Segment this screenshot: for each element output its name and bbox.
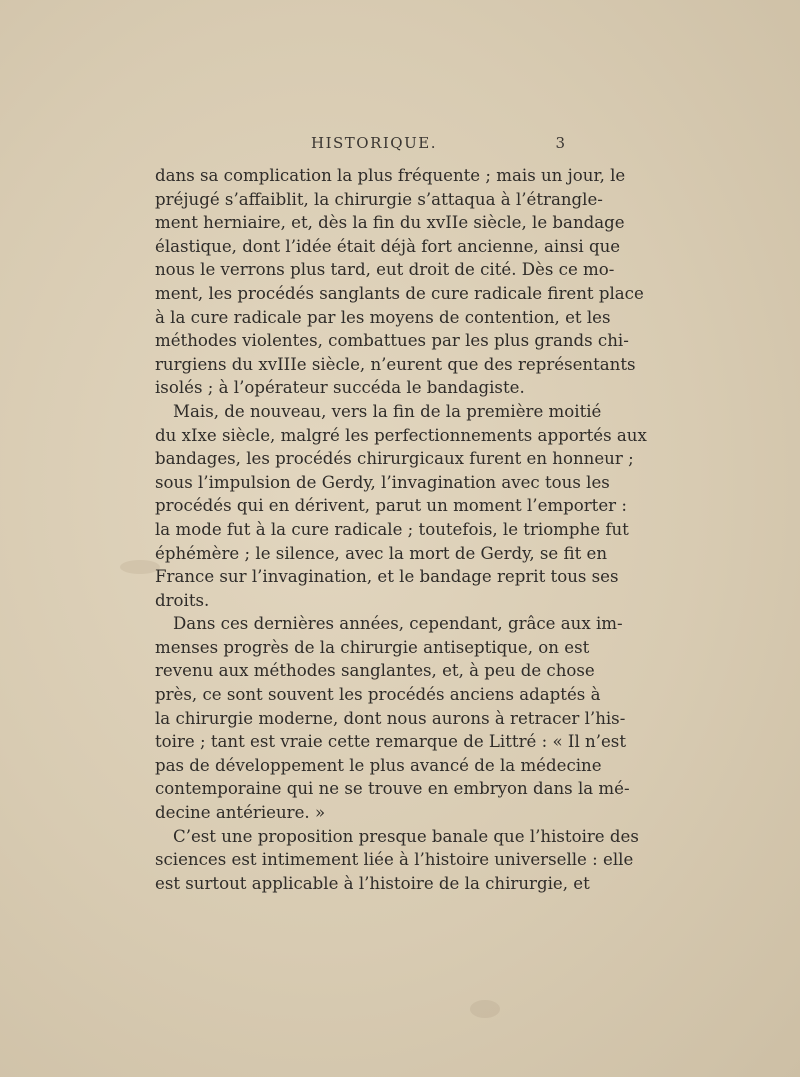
text-line: Mais, de nouveau, vers la fin de la première moitié	[173, 401, 602, 421]
text-line: revenu aux méthodes sanglantes, et, à peu de chose	[155, 661, 595, 681]
text-line: isolés ; à l’opérateur succéda le bandagiste.	[155, 378, 525, 398]
text-line: nous le verrons plus tard, eut droit de cité. Dès ce mo-	[155, 260, 615, 280]
text-line: toire ; tant est vraie cette remarque de Littré : « Il n’est	[155, 732, 626, 752]
text-line: la chirurgie moderne, dont nous aurons à retracer l’his-	[155, 708, 626, 728]
page-number: 3	[555, 134, 565, 152]
running-title: HISTORIQUE.	[311, 134, 437, 152]
text-line: la mode fut à la cure radicale ; toutefois, le triomphe fut	[155, 519, 629, 539]
paper-stain	[120, 560, 160, 574]
text-line: sciences est intimement liée à l’histoire universelle : elle	[155, 850, 634, 870]
text-line: pas de développement le plus avancé de la médecine	[155, 755, 602, 775]
text-line: est surtout applicable à l’histoire de la chirurgie, et	[155, 873, 590, 893]
text-line: sous l’impulsion de Gerdy, l’invagination avec tous les	[155, 472, 610, 492]
body-text	[155, 164, 647, 895]
text-line: contemporaine qui ne se trouve en embryon dans la mé-	[155, 779, 630, 799]
text-line: du xIxe siècle, malgré les perfectionnements apportés aux	[155, 425, 647, 445]
page-header	[155, 134, 565, 158]
text-line: decine antérieure. »	[155, 803, 326, 823]
text-line: méthodes violentes, combattues par les plus grands chi-	[155, 331, 629, 351]
text-line: C’est une proposition presque banale que l’histoire des	[173, 826, 639, 846]
text-line: à la cure radicale par les moyens de contention, et les	[155, 307, 611, 327]
text-line: élastique, dont l’idée était déjà fort ancienne, ainsi que	[155, 236, 621, 256]
text-line: éphémère ; le silence, avec la mort de Gerdy, se fit en	[155, 543, 608, 563]
text-line: rurgiens du xvIIIe siècle, n’eurent que des représentants	[155, 354, 636, 374]
text-line: menses progrès de la chirurgie antiseptique, on est	[155, 637, 590, 657]
paper-stain	[470, 1000, 500, 1018]
text-line: France sur l’invagination, et le bandage reprit tous ses	[155, 567, 619, 587]
text-line: ment herniaire, et, dès la fin du xvIIe siècle, le bandage	[155, 213, 625, 233]
text-line: préjugé s’affaiblit, la chirurgie s’attaqua à l’étrangle-	[155, 189, 603, 209]
text-line: procédés qui en dérivent, parut un moment l’emporter :	[155, 496, 627, 516]
text-line: bandages, les procédés chirurgicaux furent en honneur ;	[155, 449, 634, 469]
text-line: droits.	[155, 590, 210, 610]
text-line: ment, les procédés sanglants de cure radicale firent place	[155, 283, 644, 303]
text-line: Dans ces dernières années, cependant, grâce aux im-	[173, 614, 623, 634]
text-line: dans sa complication la plus fréquente ; mais un jour, le	[155, 166, 626, 185]
text-line: près, ce sont souvent les procédés anciens adaptés à	[155, 685, 601, 705]
